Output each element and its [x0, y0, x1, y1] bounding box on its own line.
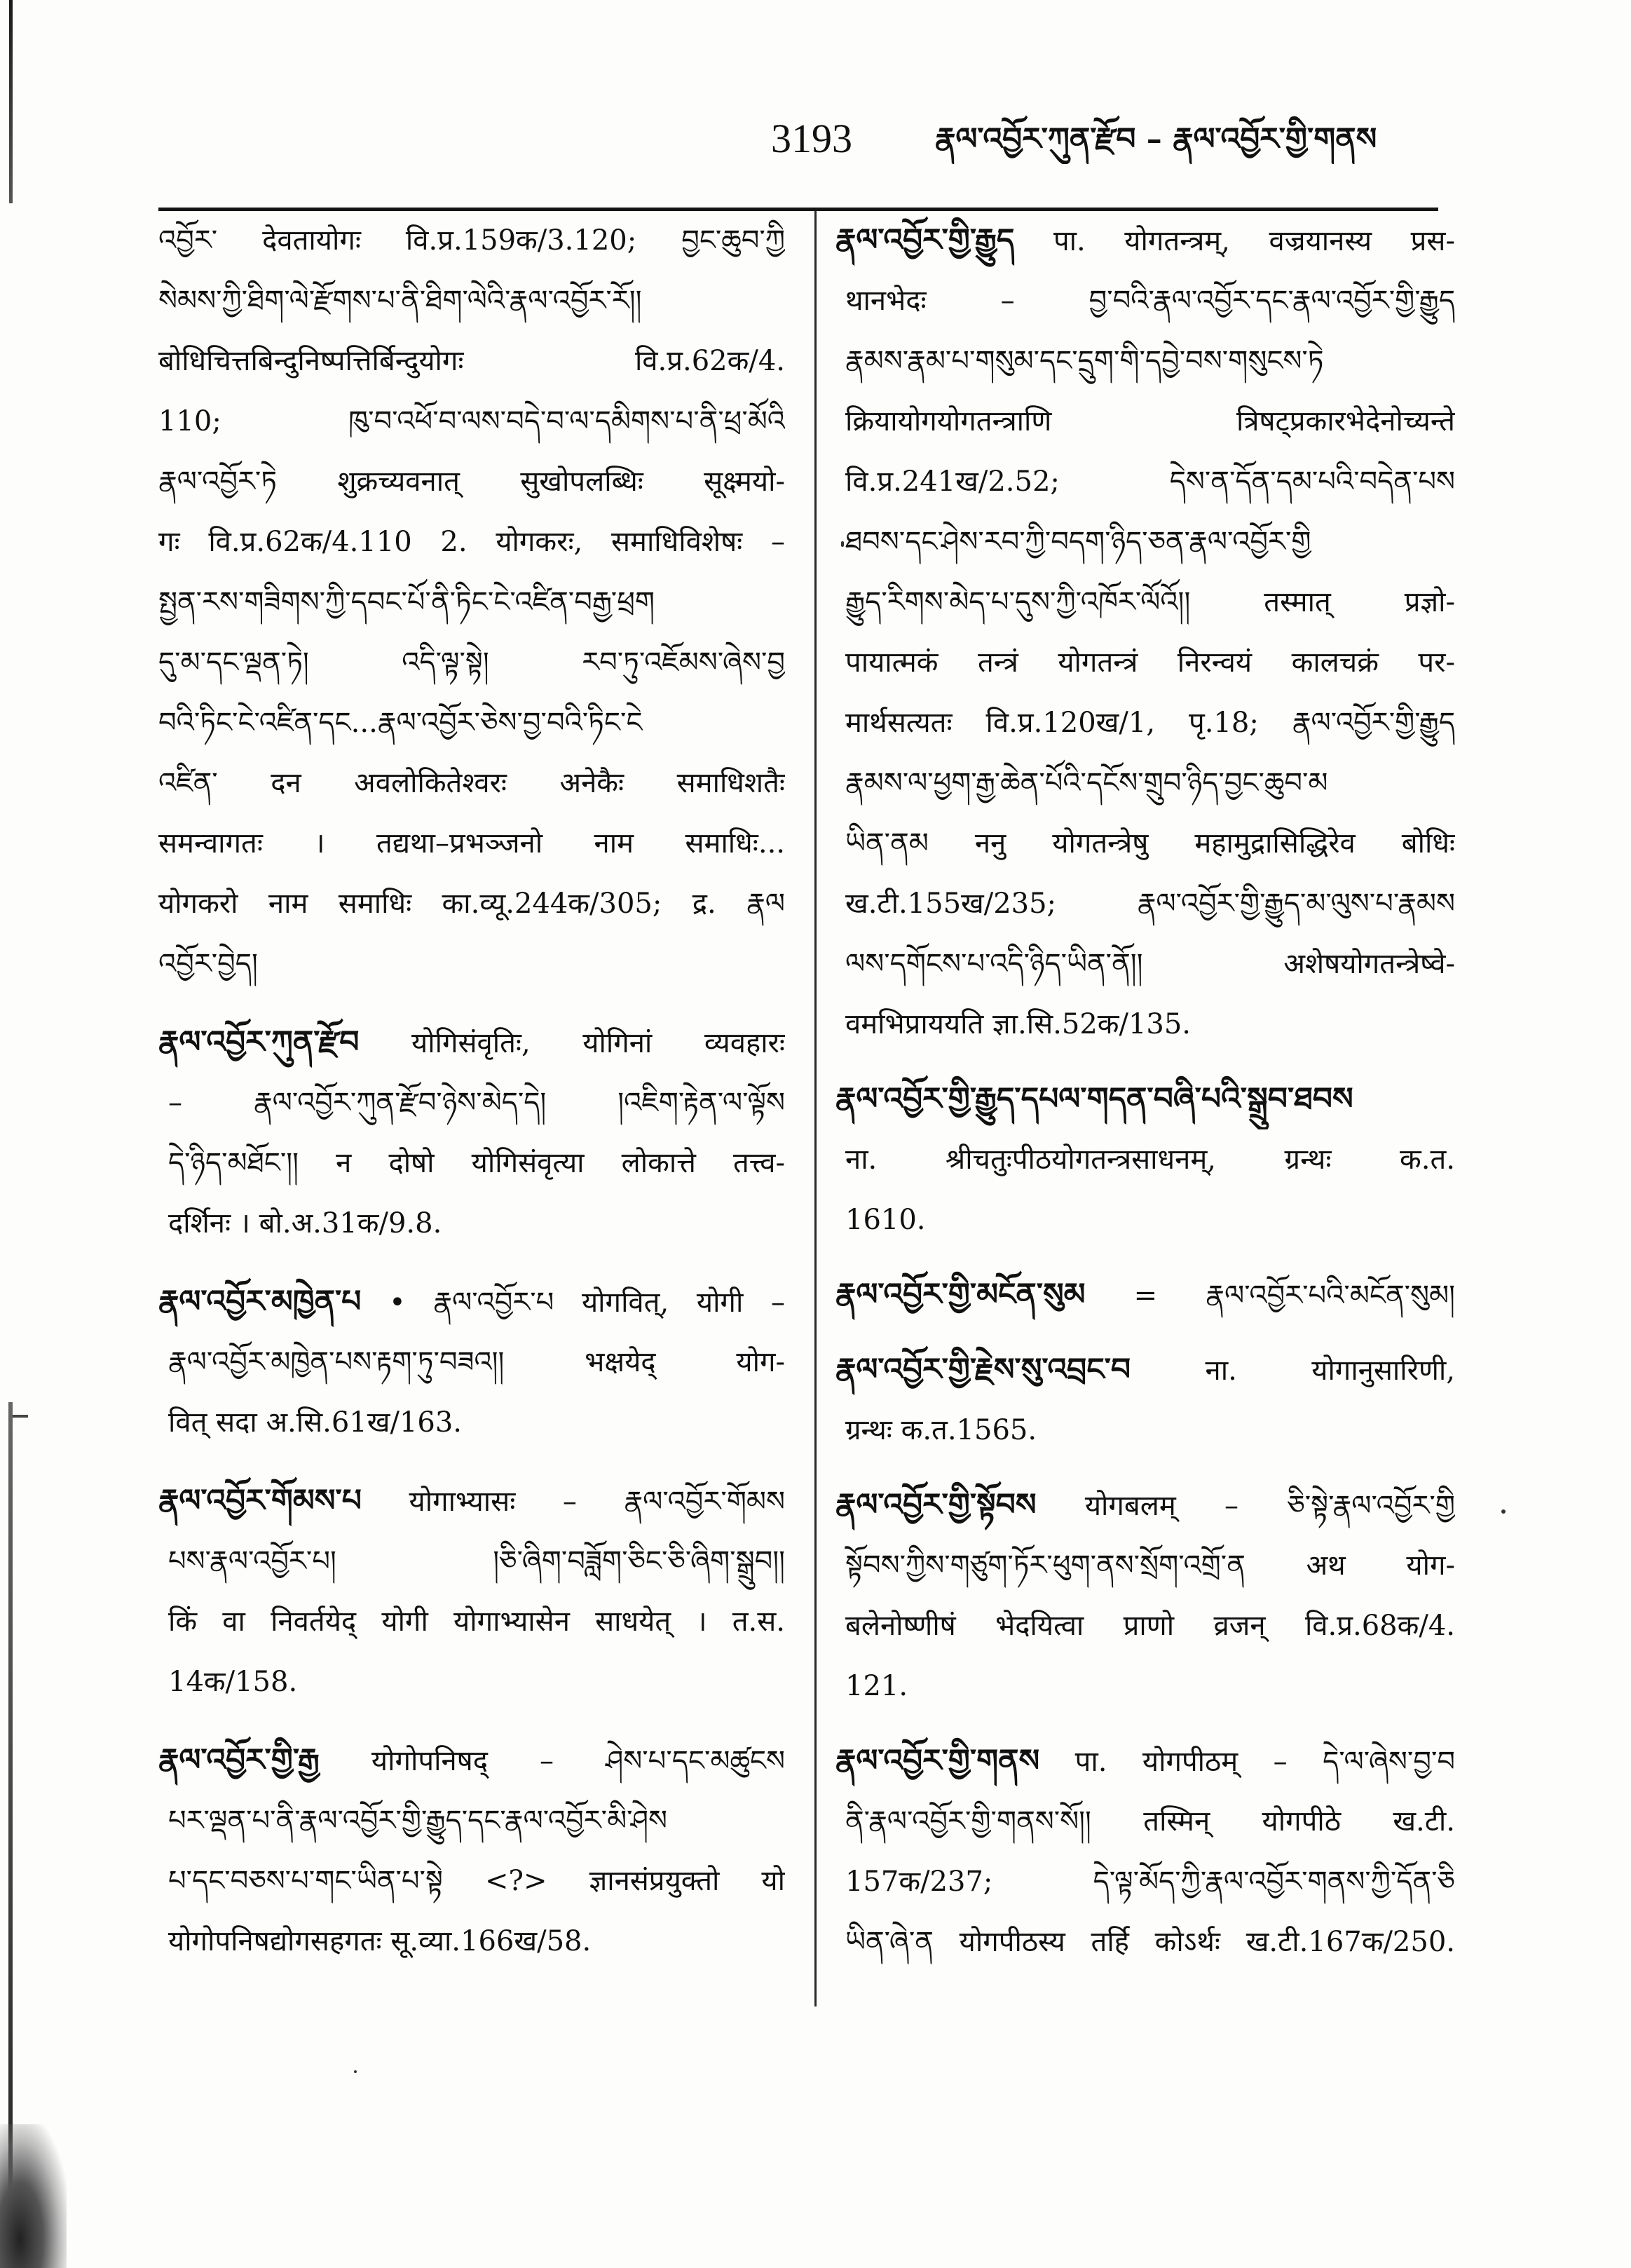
entry-line: योगोपनिषद्योगसहगतः सू.व्या.166ख/58. [168, 1925, 592, 1957]
entry-line: སེམས་ཀྱི་ཐིག་ལེ་རྫོགས་པ་ནི་ཐིག་ལེའི་རྣལ་འབྱོར་རོ།། [158, 285, 642, 317]
entry-line: मार्थसत्यतः वि.प्र.120ख/1, पृ.18; རྣལ་འབྱོར་གྱི་རྒྱུད [845, 707, 1455, 739]
entry-headword-line [835, 1069, 1455, 1129]
entry-line: པ་དང་བཅས་པ་གང་ཡིན་པ་སྟེ <?> ज्ञानसंप्रयुक्तो यो [168, 1865, 785, 1897]
gloss: योगाभ्यासः – རྣལ་འབྱོར་གོམས [409, 1486, 785, 1518]
entry-line: बोधिचित्तबिन्दुनिष्पत्तिर्बिन्दुयोगः वि.प्र.62क/4. [158, 345, 785, 377]
gloss: पा. योगतन्त्रम्, वज्रयानस्य प्रस- [1053, 225, 1455, 257]
entry-line: वि.प्र.241ख/2.52; དེས་ན་དོན་དམ་པའི་བདེན་པས [845, 466, 1455, 498]
entry-line: སྤྱན་རས་གཟིགས་ཀྱི་དབང་པོ་ནི་ཏིང་ངེ་འཛིན་བརྒྱ་ཕྲག [158, 586, 655, 618]
headword: རྣལ་འབྱོར་གྱི་རྒྱུད [835, 222, 1015, 258]
entry-headword-line [158, 1272, 785, 1332]
entry-line: समन्वागतः । तद्यथा–प्रभञ्जनो नाम समाधिः... [158, 827, 785, 860]
entry-headword-line [835, 1340, 1455, 1400]
dictionary-entry [835, 1069, 1455, 1250]
headword: རྣལ་འབྱོར་གྱི་རྗེས་སུ་འབྲང་བ [835, 1352, 1131, 1387]
gloss: योगबलम् – ཅི་སྟེ་རྣལ་འབྱོར་གྱི [1084, 1490, 1455, 1522]
entry-line: རྒྱུད་རིགས་མེད་པ་དུས་ཀྱི་འཁོར་ལོའོ།། तस्मात् प्रज्ञो- [845, 586, 1455, 618]
headword: རྣལ་འབྱོར་གྱི་རྒྱུད་དཔལ་གདན་བཞི་པའི་སྒྲུབ་ཐབས [835, 1081, 1353, 1117]
dictionary-entry [835, 210, 1455, 1054]
scan-smudge [0, 2124, 67, 2268]
entry-headword-line [835, 210, 1455, 271]
entry-line: थानभेदः – བྱ་བའི་རྣལ་འབྱོར་དང་རྣལ་འབྱོར་གྱི་རྒྱུད [845, 285, 1455, 317]
dictionary-entry [835, 1265, 1455, 1325]
scan-speck [354, 2070, 357, 2073]
entry-line: རྣལ་འབྱོར་མཁྱེན་པས་རྟག་ཏུ་བཟའ།། भक्षयेद् योग- [168, 1346, 785, 1378]
entry-line: ལས་དགོངས་པ་འདི་ཉིད་ཡིན་ནོ།། अशेषयोगतन्त्रेष्वे- [845, 948, 1455, 980]
headword: རྣལ་འབྱོར་གྱི་རྒྱ [158, 1742, 320, 1778]
entry-line: དུ་མ་དང་ལྡན་ཏེ། འདི་ལྟ་སྟེ། རབ་ཏུ་འཇོམས་ཞེས་བྱ [158, 646, 785, 679]
headword: རྣལ་འབྱོར་གྱི་སྟོབས [835, 1487, 1037, 1523]
left-column [158, 210, 785, 1971]
scan-margin-line [9, 0, 13, 203]
gloss: योगोपनिषद् – ཤེས་པ་དང་མཚུངས [371, 1745, 785, 1777]
entry-line: – རྣལ་འབྱོར་ཀུན་རྫོབ་ཉེས་མེད་དེ། །འཇིག་རྟེན་ལ་ལྟོས [168, 1087, 785, 1119]
entry-line: འབྱོར་ देवतायोगः वि.प्र.159क/3.120; བྱང་ཆུབ་ཀྱི [158, 224, 785, 257]
entry-line: गः वि.प्र.62क/4.110 2. योगकरः, समाधिविशेषः – [158, 526, 785, 558]
headword: རྣལ་འབྱོར་གྱི་གནས [835, 1743, 1040, 1779]
dictionary-entry [835, 1340, 1455, 1460]
entry-line: འབྱོར་བྱེད། [158, 948, 258, 980]
entry-headword-line [835, 1731, 1455, 1791]
entry-line: ग्रन्थः क.त.1565. [845, 1414, 1037, 1446]
entry-line: ख.टी.155ख/235; རྣལ་འབྱོར་གྱི་རྒྱུད་མ་ལུས་པ་རྣམས [845, 888, 1455, 920]
dictionary-entry [158, 1730, 785, 1971]
entry-line: ནི་རྣལ་འབྱོར་གྱི་གནས་སོ།། तस्मिन् योगपीठे ख.टी. [845, 1805, 1455, 1838]
dictionary-entry-continued [158, 210, 785, 994]
entry-line: རྣམས་རྣམ་པ་གསུམ་དང་དྲུག་གི་དབྱེ་བས་གསུངས་ཏེ [845, 345, 1324, 377]
right-column [835, 210, 1455, 1972]
entry-line: ཡིན་ཞེ་ན योगपीठस्य तर्हि कोऽर्थः ख.टी.167क/250. [845, 1926, 1455, 1958]
dictionary-entry [158, 1471, 785, 1712]
entry-headword-line [835, 1265, 1455, 1325]
entry-line: 157क/237; དེ་ལྟ་མོད་ཀྱི་རྣལ་འབྱོར་གནས་ཀྱི་དོན་ཅི [845, 1866, 1455, 1898]
entry-line: 1610. [845, 1204, 926, 1236]
gloss: = རྣལ་འབྱོར་པའི་མངོན་སུམ། [1133, 1279, 1455, 1312]
entry-line: པས་རྣལ་འབྱོར་པ། །ཅི་ཞིག་བཟློག་ཅིང་ཅི་ཞིག་སྒྲུབ།། [168, 1545, 785, 1577]
page-number: 3193 [771, 116, 852, 161]
scan-margin-mark [13, 1415, 28, 1418]
entry-line: འཛིན་ दन अवलोकितेश्वरः अनेकैः समाधिशतैः [158, 767, 785, 799]
headword: རྣལ་འབྱོར་གོམས་པ [158, 1483, 362, 1519]
entry-line: སྟོབས་ཀྱིས་གཙུག་ཏོར་ཕུག་ནས་སྲོག་འགྲོ་ན अथ योग- [845, 1549, 1455, 1582]
entry-line: 14क/158. [168, 1666, 298, 1698]
entry-line: किं वा निवर्तयेद् योगी योगाभ्यासेन साधयेत् । त.स. [168, 1605, 785, 1638]
entry-line: བའི་ཏིང་ངེ་འཛིན་དང...རྣལ་འབྱོར་ཅེས་བྱ་བའི་ཏིང་ངེ [158, 707, 643, 739]
entry-line: ཐབས་དང་ཤེས་རབ་ཀྱི་བདག་ཉིད་ཅན་རྣལ་འབྱོར་གྱི [845, 526, 1311, 558]
entry-line: རྣལ་འབྱོར་ཏེ शुक्रच्यवनात् सुखोपलब्धिः सूक्ष्मयो- [158, 466, 785, 498]
entry-line: वमभिप्राययति ज्ञा.सि.52क/135. [845, 1008, 1192, 1040]
entry-line: རྣམས་ལ་ཕྱག་རྒྱ་ཆེན་པོའི་དངོས་གྲུབ་ཉིད་བྱང་ཆུབ་མ [845, 767, 1328, 799]
entry-line: दर्शिनः । बो.अ.31क/9.8. [168, 1207, 442, 1240]
entry-line: 110; ཁུ་བ་འཕོ་བ་ལས་བདེ་བ་ལ་དམིགས་པ་ནི་ཕྲ་མོའི [158, 405, 785, 437]
scan-speck [1501, 1509, 1506, 1514]
entry-line: དེ་ཉིད་མཐོང་།། न दोषो योगिसंवृत्या लोकात्ते तत्त्व- [168, 1147, 785, 1179]
entry-headword-line [158, 1730, 785, 1791]
entry-line: ना. श्रीचतुःपीठयोगतन्त्रसाधनम्, ग्रन्थः क.त. [845, 1143, 1455, 1176]
column-divider [814, 211, 817, 2006]
entry-line: पायात्मकं तन्त्रं योगतन्त्रं निरन्वयं कालचक्रं पर- [845, 646, 1455, 679]
entry-line: वित् सदा अ.सि.61ख/163. [168, 1406, 463, 1439]
entry-line: 121. [845, 1670, 908, 1702]
running-head: རྣལ་འབྱོར་ཀུན་རྫོབ – རྣལ་འབྱོར་གྱི་གནས [935, 121, 1377, 157]
headword: རྣལ་འབྱོར་ཀུན་རྫོབ [158, 1024, 360, 1060]
headword: རྣལ་འབྱོར་མཁྱེན་པ [158, 1284, 362, 1319]
entry-line: ཡིན་ནམ ननु योगतन्त्रेषु महामुद्रासिद्धिरेव बोधिः [845, 827, 1455, 860]
dictionary-entry [835, 1475, 1455, 1716]
gloss: योगिसंवृतिः, योगिनां व्यवहारः [411, 1027, 785, 1059]
gloss: पा. योगपीठम् – དེ་ལ་ཞེས་བྱ་བ [1074, 1746, 1455, 1778]
entry-headword-line [835, 1475, 1455, 1535]
dictionary-entry [158, 1012, 785, 1254]
entry-line: པར་ལྡན་པ་ནི་རྣལ་འབྱོར་གྱི་རྒྱུད་དང་རྣལ་འབྱོར་མི་ཤེས [168, 1805, 668, 1837]
entry-line: योगकरो नाम समाधिः का.व्यू.244क/305; द्र. རྣལ [158, 888, 785, 920]
entry-headword-line [158, 1012, 785, 1073]
gloss: ना. योगानुसारिणी, [1205, 1354, 1455, 1387]
gloss: • རྣལ་འབྱོར་པ योगवित्, योगी – [389, 1286, 785, 1319]
headword: རྣལ་འབྱོར་གྱི་མངོན་སུམ [835, 1277, 1086, 1312]
entry-line: बलेनोष्णीषं भेदयित्वा प्राणो व्रजन् वि.प्र.68क/4. [845, 1610, 1455, 1642]
dictionary-entry [835, 1731, 1455, 1972]
entry-line: क्रियायोगयोगतन्त्राणि त्रिषट्प्रकारभेदेनोच्यन्ते [845, 405, 1455, 437]
dictionary-entry [158, 1272, 785, 1453]
entry-headword-line [158, 1471, 785, 1531]
